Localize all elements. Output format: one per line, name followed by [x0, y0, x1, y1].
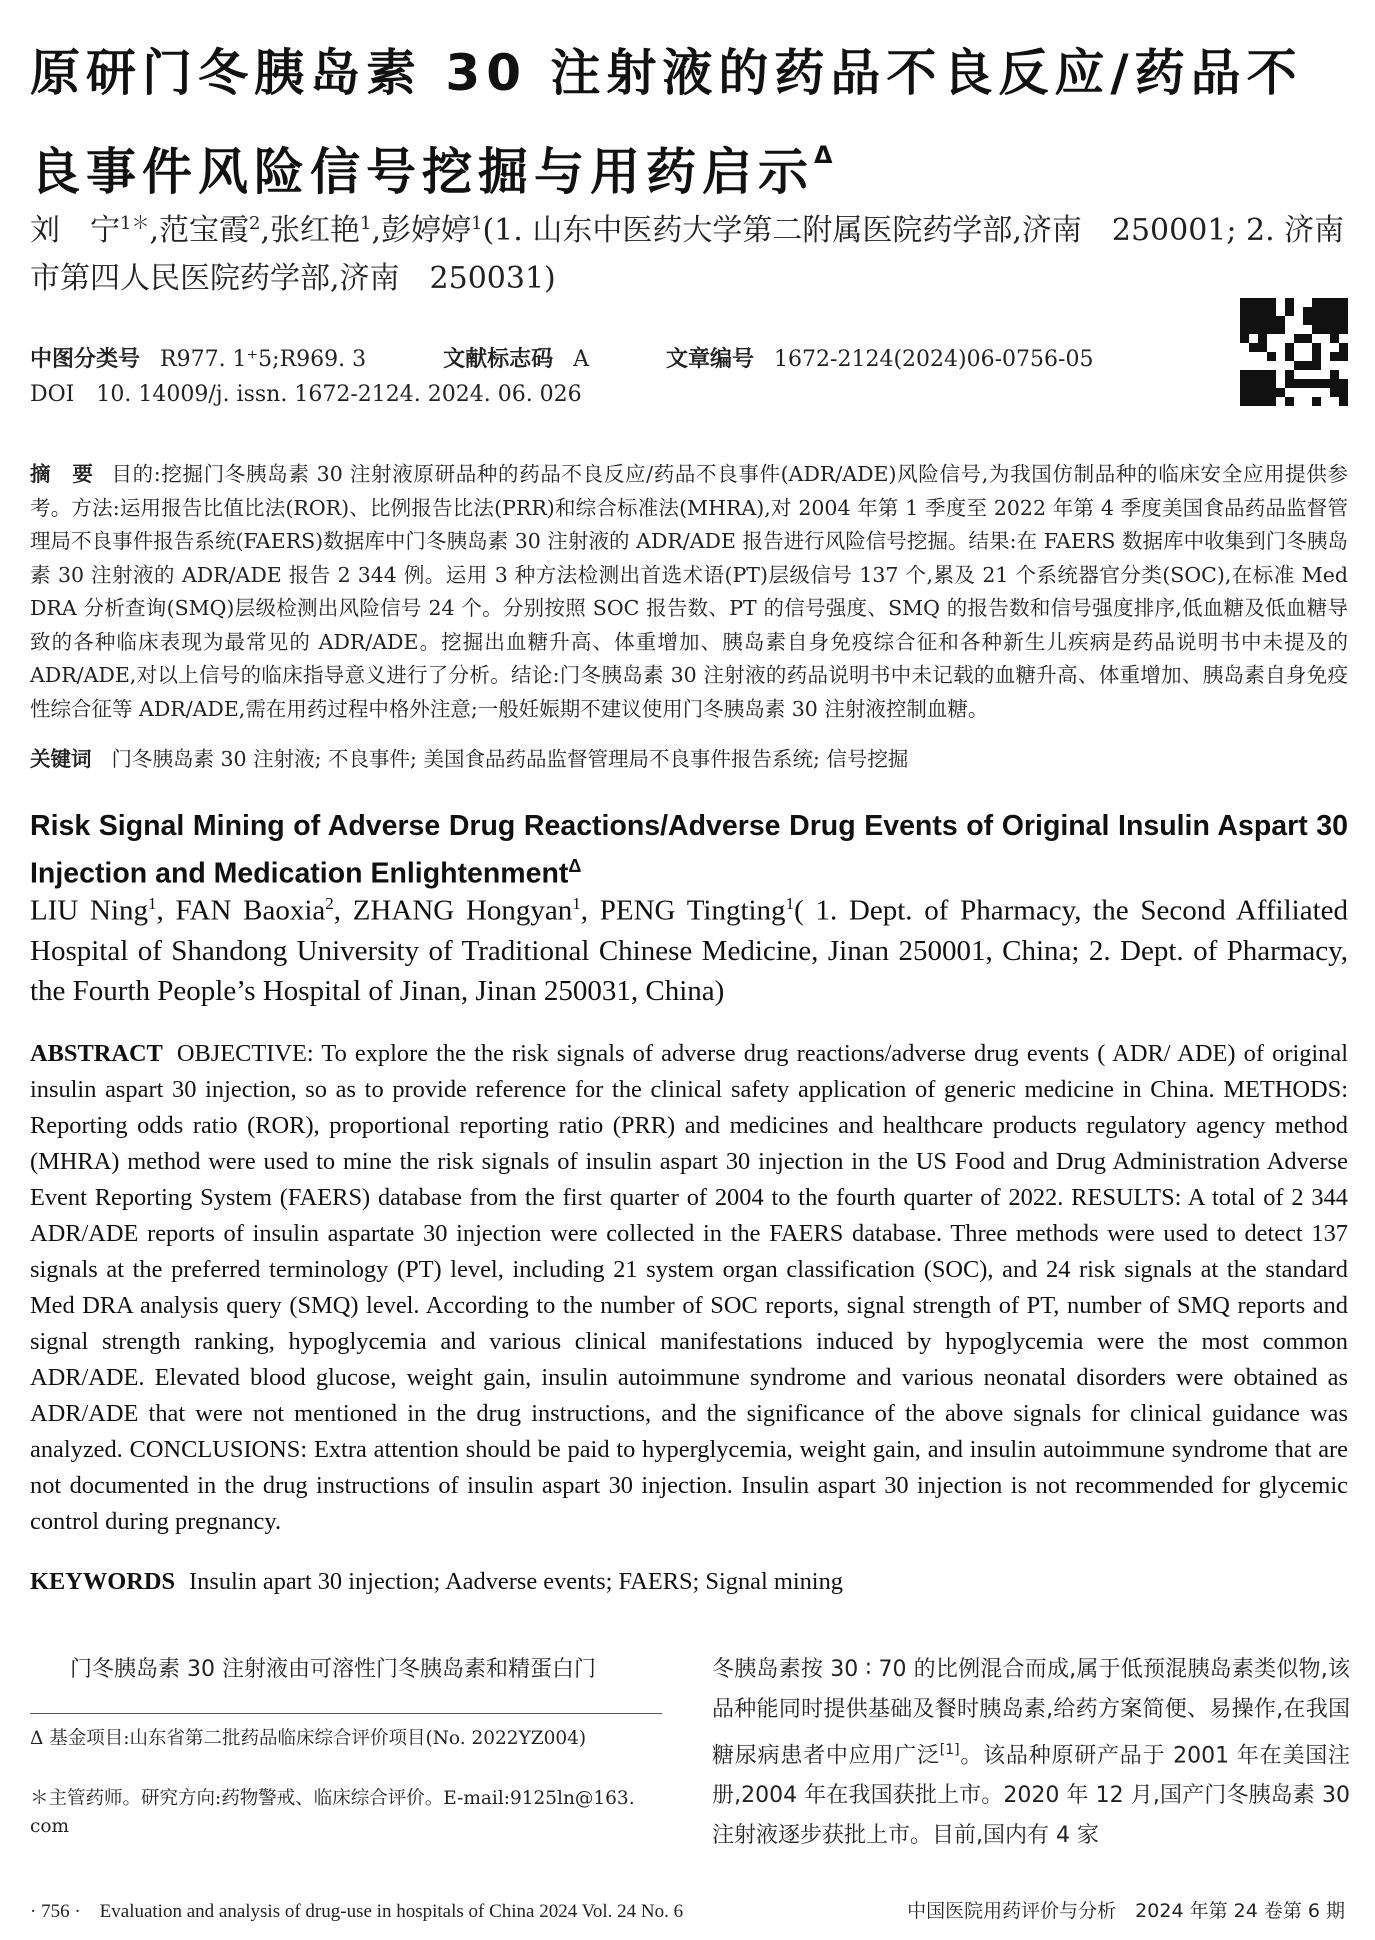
clc-number: R977. 1⁺5;R969. 3	[160, 347, 367, 372]
chinese-affiliation: (1. 山东中医药大学第二附属医院药学部,济南 250001; 2. 济南市第四人民医院药学部,济南 250031)	[30, 213, 1345, 296]
chinese-authors: 刘 宁$^{1*}$,范宝霞$^2$,张红艳$^1$,彭婷婷$^1$(1. 山东中医药大学第二附属医院药学部,济南 250001; 2. 济南市第四人民医院药学部,济南 250031)	[30, 213, 1345, 296]
chinese-abstract: 摘 要 目的:挖掘门冬胰岛素 30 注射液原研品种的药品不良反应/药品不良事件(ADR/ADE)风险信号,为我国仿制品种的临床安全应用提供参考。方法:运用报告比值比法(ROR)、比例报告比法(PRR)和综合标准法(MHRA),对 2004 年第 1 季度至 2022 年第 4 季度美国食品药品监督管理局不良事件报告系统(FAERS)数据库中门冬胰岛素 30 注射液的 ADR/ADE 报告进行风险信号挖掘。结果:在 FAERS 数据库中收集到门冬胰岛素 30 注射液的 ADR/ADE 报告 2 344 例。运用 3 种方法检测出首选术语(PT)层级信号 137 个,累及 21 个系统器官分类(SOC),在标准 Med DRA 分析查询(SMQ)层级检测出风险信号 24 个。分别按照 SOC 报告数、PT 的信号强度、SMQ 的报告数和信号强度排序,低血糖及低血糖导致的各种临床表现为最常见的 ADR/ADE。挖掘出血糖升高、体重增加、胰岛素自身免疫综合征和各种新生儿疾病是药品说明书中未提及的 ADR/ADE,对以上信号的临床指导意义进行了分析。结论:门冬胰岛素 30 注射液的药品说明书中未记载的血糖升高、体重增加、胰岛素自身免疫性综合征等 ADR/ADE,需在用药过程中格外注意;一般妊娠期不建议使用门冬胰岛素 30 注射液控制血糖。	[30, 462, 1348, 721]
funding-mark: Δ	[814, 141, 833, 169]
article-number: 1672-2124(2024)06-0756-05	[774, 347, 1094, 372]
footer-chinese: 中国医院用药评价与分析 2024 年第 24 卷第 6 期	[907, 1900, 1345, 1922]
doi-value: 10. 14009/j. issn. 1672-2124. 2024. 06. 026	[96, 382, 582, 407]
body-text-right: 冬胰岛素按 30 ∶ 70 的比例混合而成,属于低预混胰岛素类似物,该品种能同时提供基础及餐时胰岛素,给药方案简便、易操作,在我国糖尿病患者中应用广泛[1]。该品种原研产品于 2001 年在美国注册,2004 年在我国获批上市。2020 年 12 月,国产门冬胰岛素 30 注射液逐步获批上市。目前,国内有 4 家	[712, 1657, 1350, 1849]
chinese-title: 原研门冬胰岛素 30 注射液的药品不良反应/药品不良事件风险信号挖掘与用药启示$^\Delta$	[30, 44, 1303, 201]
english-title: Risk Signal Mining of Adverse Drug Reactions/Adverse Drug Events of Original Insulin Aspart 30 Injection and Medication Enlightenment$^\Delta$	[30, 810, 1348, 890]
qr-code-icon	[1240, 298, 1348, 406]
english-abstract: ABSTRACT OBJECTIVE: To explore the the risk signals of adverse drug reactions/adverse drug events ( ADR/ ADE) of original insulin aspart 30 injection, so as to provide reference for the clinical safety application of generic medicine in China. METHODS: Reporting odds ratio (ROR), proportional reporting ratio (PRR) and medicines and healthcare products regulatory agency method (MHRA) method were used to mine the risk signals of insulin aspart 30 injection in the US Food and Drug Administration Adverse Event Reporting System (FAERS) database from the first quarter of 2004 to the fourth quarter of 2022. RESULTS: A total of 2 344 ADR/ADE reports of insulin aspartate 30 injection were collected in the FAERS database. Three methods were used to detect 137 signals at the preferred terminology (PT) level, including 21 system organ classification (SOC), and 24 risk signals at the standard Med DRA analysis query (SMQ) level. According to the number of SOC reports, signal strength of PT, number of SMQ reports and signal strength ranking, hypoglycemia and various clinical manifestations induced by hypoglycemia were the most common ADR/ADE. Elevated blood glucose, weight gain, insulin autoimmune syndrome and various neonatal disorders were obtained as ADR/ADE that were not mentioned in the drug instructions, and the significance of the above signals for clinical guidance was analyzed. CONCLUSIONS: Extra attention should be paid to hyperglycemia, weight gain, and insulin autoimmune syndrome that are not documented in the drug instructions of insulin aspart 30 injection. Insulin aspart 30 injection is not recommended for glycemic control during pregnancy.	[30, 1040, 1348, 1535]
english-affiliation: ( 1. Dept. of Pharmacy, the Second Affiliated Hospital of Shandong University of Traditional Chinese Medicine, Jinan 250001, China; 2. Dept. of Pharmacy, the Fourth People’s Hospital of Jinan, Jinan 250031, China)	[30, 894, 1349, 1007]
doi-row: DOI 10. 14009/j. issn. 1672-2124. 2024. 06. 026	[30, 382, 582, 407]
classification-row: 中图分类号 R977. 1⁺5;R969. 3 文献标志码 A 文章编号 1672-2124(2024)06-0756-05	[30, 347, 1094, 372]
chinese-keywords: 关键词 门冬胰岛素 30 注射液; 不良事件; 美国食品药品监督管理局不良事件报告系统; 信号挖掘	[30, 747, 909, 771]
english-authors: LIU Ning$^1$, FAN Baoxia$^2$, ZHANG Hongyan$^1$, PENG Tingting$^1$( 1. Dept. of Pharmacy, the Second Affiliated Hospital of Shandong University of Traditional Chinese Medicine, Jinan 250001, China; 2. Dept. of Pharmacy, the Fourth People’s Hospital of Jinan, Jinan 250031, China)	[30, 894, 1349, 1007]
document-code: A	[573, 347, 590, 372]
english-keywords: KEYWORDS Insulin apart 30 injection; Aadverse events; FAERS; Signal mining	[30, 1568, 843, 1595]
body-text-left: 门冬胰岛素 30 注射液由可溶性门冬胰岛素和精蛋白门	[70, 1657, 596, 1682]
funding-footnote: Δ 基金项目:山东省第二批药品临床综合评价项目(No. 2022YZ004)	[30, 1728, 587, 1749]
footer-english: · 756 · Evaluation and analysis of drug-use in hospitals of China 2024 Vol. 24 No. 6	[30, 1901, 684, 1922]
reference-marker: [1]	[939, 1742, 960, 1758]
footnote-divider	[30, 1713, 662, 1714]
author-footnote: ＊主管药师。研究方向:药物警戒、临床综合评价。E-mail:9125ln@163. com	[30, 1788, 635, 1837]
